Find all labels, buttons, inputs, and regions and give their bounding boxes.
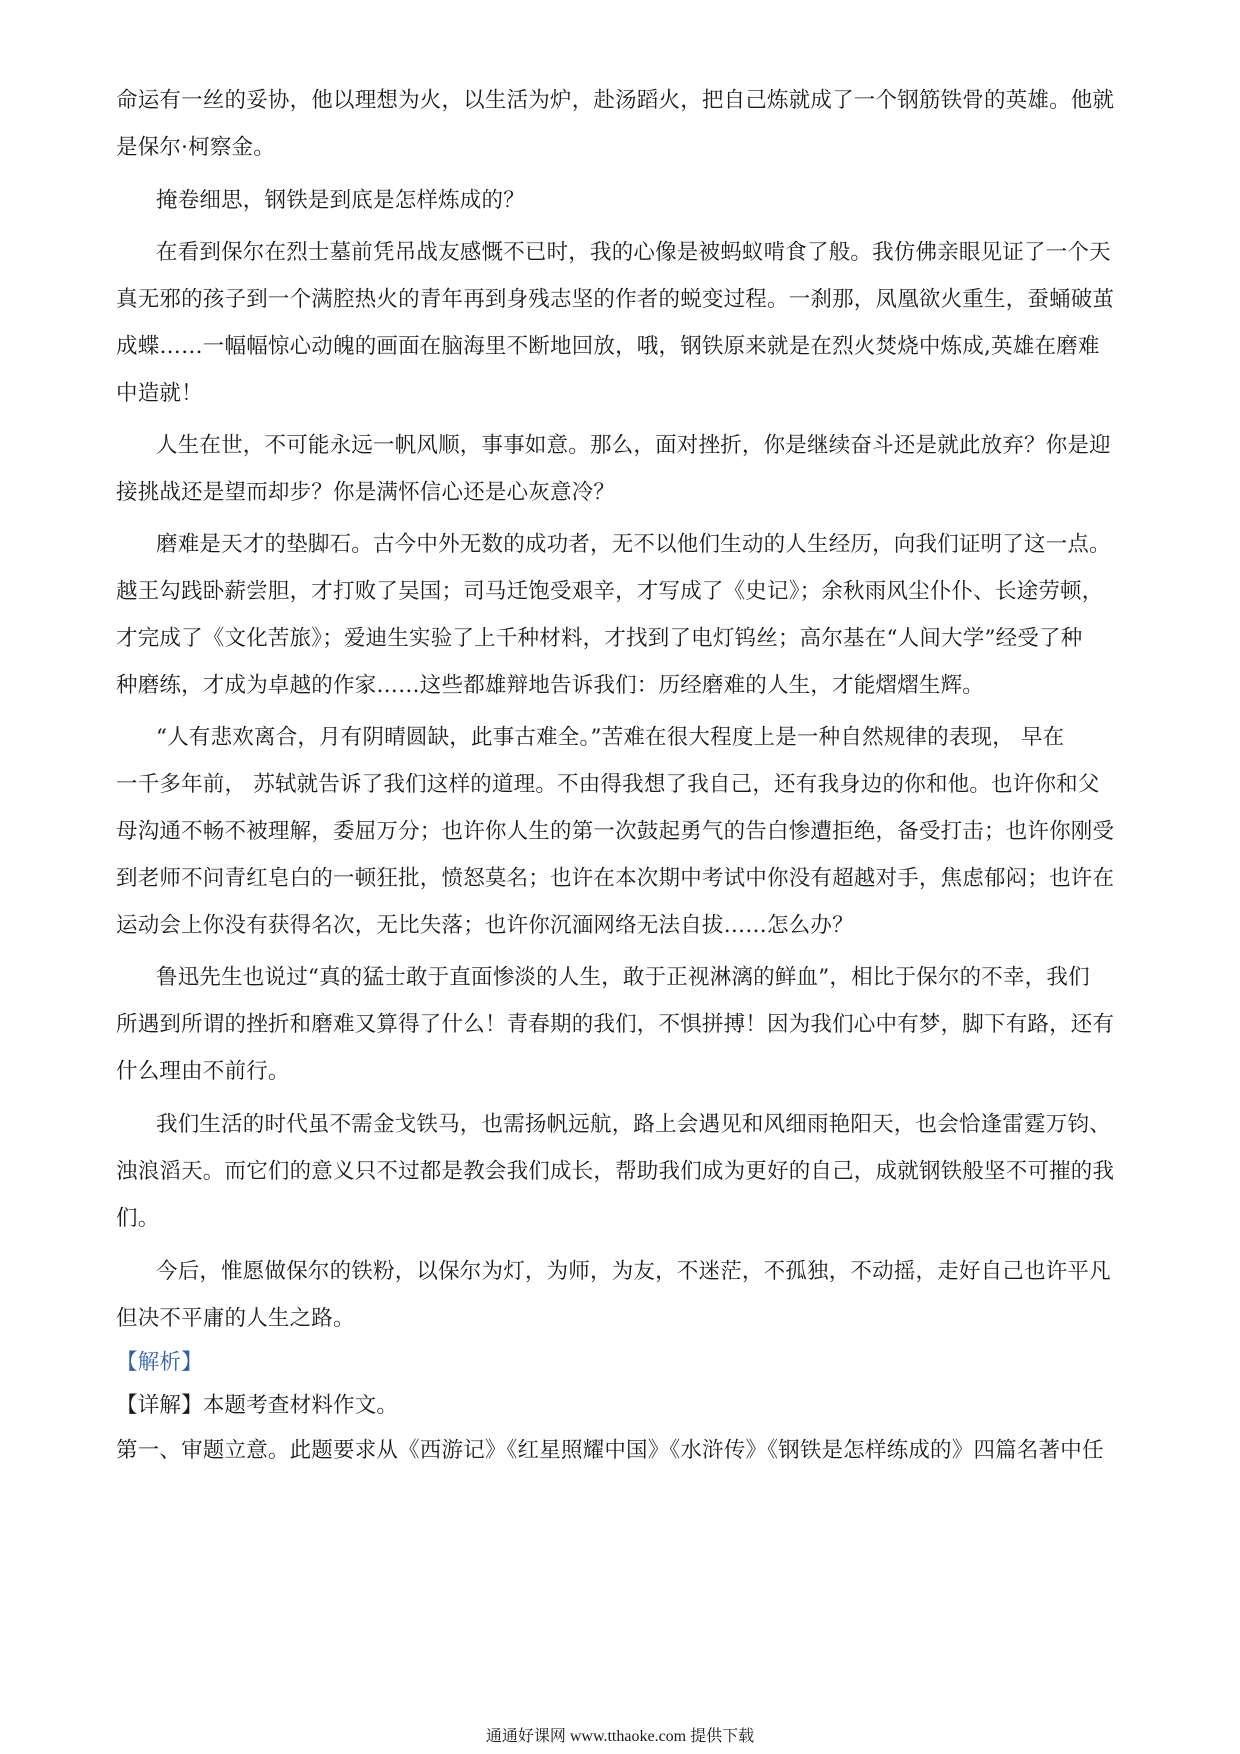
paragraph-line: 但决不平庸的人生之路。: [116, 1306, 355, 1331]
paragraph-line: 是保尔·柯察金。: [116, 135, 275, 160]
detail-line: [116, 1391, 1126, 1421]
paragraph-line: 我们生活的时代虽不需金戈铁马，也需扬帆远航，路上会遇见和风细雨艳阳天，也会恰逢雷霆万钧、: [156, 1112, 1111, 1137]
paragraph-line: 一千多年前， 苏轼就告诉了我们这样的道理。不由得我想了我自己，还有我身边的你和他。也许你和父: [116, 772, 1100, 797]
paragraph-line: 在看到保尔在烈士墓前凭吊战友感慨不已时，我的心像是被蚂蚁啃食了般。我仿佛亲眼见证了一个天: [156, 240, 1111, 265]
paragraph-line: 鲁迅先生也说过“真的猛士敢于直面惨淡的人生，敢于正视淋漓的鲜血”，相比于保尔的不幸，我们: [156, 965, 1090, 990]
paragraph-line: 运动会上你没有获得名次，无比失落；也许你沉湎网络无法自拔……怎么办？: [116, 913, 854, 938]
paragraph-line: 接挑战还是望而却步？你是满怀信心还是心灰意冷？: [116, 480, 616, 505]
paragraph-line: 种磨练，才成为卓越的作家……这些都雄辩地告诉我们：历经磨难的人生，才能熠熠生辉。: [116, 673, 985, 698]
paragraph-line: 什么理由不前行。: [116, 1059, 290, 1084]
paragraph-line: “人有悲欢离合，月有阴晴圆缺，此事古难全。”苦难在很大程度上是一种自然规律的表现， 早在: [156, 725, 1065, 750]
paragraph-line: 们。: [116, 1206, 160, 1231]
detail-label: 【详解】: [116, 1393, 203, 1418]
paragraph-line: 越王勾践卧薪尝胆，才打败了吴国；司马迁饱受艰辛，才写成了《史记》；余秋雨风尘仆仆、长途劳顿，: [116, 579, 1104, 604]
paragraph-line: 今后，惟愿做保尔的铁粉，以保尔为灯，为师，为友，不迷茫，不孤独，不动摇，走好自己也许平凡: [156, 1259, 1111, 1284]
paragraph-line: 掩卷细思，钢铁是到底是怎样炼成的？: [156, 188, 525, 213]
paragraph-line: 浊浪滔天。而它们的意义只不过都是教会我们成长，帮助我们成为更好的自己，成就钢铁般坚不可摧的我: [116, 1159, 1115, 1184]
paragraph-line: 所遇到所谓的挫折和磨难又算得了什么！青春期的我们，不惧拼搏！因为我们心中有梦，脚下有路，还有: [116, 1012, 1115, 1037]
detail-text: 本题考查材料作文。: [202, 1393, 399, 1418]
paragraph-line: 第一、审题立意。此题要求从《西游记》《红星照耀中国》《水浒传》《钢铁是怎样练成的》四篇名著中任: [116, 1438, 1104, 1463]
paragraph-line: 成蝶……一幅幅惊心动魄的画面在脑海里不断地回放，哦，钢铁原来就是在烈火焚烧中炼成,英雄在磨难: [116, 334, 1100, 359]
paragraph-line: 母沟通不畅不被理解，委屈万分；也许你人生的第一次鼓起勇气的告白惨遭拒绝，备受打击；也许你刚受: [116, 819, 1115, 844]
paragraph-line: 中造就！: [116, 381, 203, 406]
paragraph-line: 磨难是天才的垫脚石。古今中外无数的成功者，无不以他们生动的人生经历，向我们证明了这一点。: [156, 532, 1111, 557]
analysis-label: 【解析】: [116, 1350, 203, 1375]
paragraph-line: 真无邪的孩子到一个满腔热火的青年再到身残志坚的作者的蜕变过程。一刹那，凤凰欲火重生，蚕蛹破茧: [116, 287, 1115, 312]
paragraph-line: 命运有一丝的妥协，他以理想为火，以生活为炉，赴汤蹈火，把自己炼就成了一个钢筋铁骨的英雄。他就: [116, 88, 1115, 113]
paragraph-line: 人生在世，不可能永远一帆风顺，事事如意。那么，面对挫折，你是继续奋斗还是就此放弃？你是迎: [156, 433, 1111, 458]
paragraph-line: 到老师不问青红皂白的一顿狂批，愤怒莫名；也许在本次期中考试中你没有超越对手，焦虑郁闷；也许在: [116, 866, 1115, 891]
paragraph-line: 才完成了《文化苦旅》；爱迪生实验了上千种材料，才找到了电灯钨丝；高尔基在“人间大学”经受了种: [116, 626, 1083, 651]
page-footer: 通通好课网 www.tthaoke.com 提供下载: [485, 1728, 755, 1745]
